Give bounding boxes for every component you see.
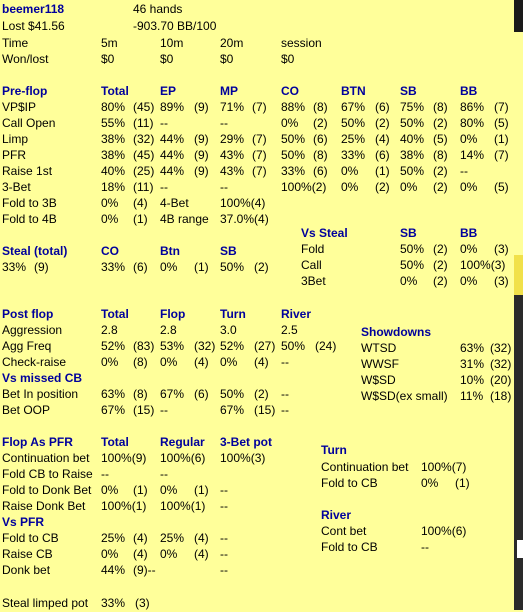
postflop-cell-count: (8) bbox=[133, 355, 148, 369]
steal-total-value: 33% bbox=[2, 260, 27, 274]
steal-sb-value: 50% bbox=[220, 260, 245, 274]
missed-cb-cell-value: 67% bbox=[101, 403, 126, 417]
vs-steal-sb-value: 0% bbox=[400, 274, 418, 288]
preflop-cell-value: 33% bbox=[341, 148, 366, 162]
postflop-cell-count: (27) bbox=[254, 339, 276, 353]
postflop-cell-count: (4) bbox=[194, 355, 209, 369]
preflop-cell-count: (8) bbox=[313, 100, 328, 114]
flop-pfr-cell: -- bbox=[220, 499, 228, 513]
steal-col-btn: Btn bbox=[160, 244, 180, 258]
flop-pfr-cell: 100%(1) bbox=[101, 499, 147, 513]
river-fold-cb-value: -- bbox=[421, 540, 429, 554]
vs-pfr-cell: (9)-- bbox=[133, 563, 156, 577]
missed-cb-cell-value: 67% bbox=[160, 387, 185, 401]
wonlost-20m: $0 bbox=[220, 52, 234, 66]
steal-limped-count: (3) bbox=[135, 596, 150, 610]
preflop-cell-value: 4B range bbox=[160, 212, 209, 226]
preflop-cell-count: (9) bbox=[194, 148, 209, 162]
postflop-row-label: Agg Freq bbox=[2, 339, 52, 353]
steal-limped-label: Steal limped pot bbox=[2, 596, 89, 610]
flop-pfr-cell: (1) bbox=[194, 483, 209, 497]
preflop-cell-value: 43% bbox=[220, 164, 245, 178]
preflop-cell-count: (1) bbox=[494, 132, 509, 146]
preflop-cell-value: 0% bbox=[341, 164, 359, 178]
preflop-cell-value: 0% bbox=[101, 212, 119, 226]
flop-pfr-cell: 0% bbox=[160, 483, 178, 497]
preflop-cell-count: (5) bbox=[433, 132, 448, 146]
preflop-row-label: Call Open bbox=[2, 116, 56, 130]
preflop-cell-count: (7) bbox=[252, 132, 267, 146]
preflop-cell-count: (45) bbox=[133, 100, 155, 114]
turn-fold-cb-label: Fold to CB bbox=[321, 476, 378, 490]
player-name[interactable]: beemer118 bbox=[2, 2, 65, 16]
showdown-count: (18) bbox=[490, 389, 512, 403]
preflop-row-label: Raise 1st bbox=[2, 164, 53, 178]
wonlost-session: $0 bbox=[281, 52, 295, 66]
wonlost-5m: $0 bbox=[101, 52, 115, 66]
vs-missed-cb-title: Vs missed CB bbox=[2, 371, 83, 385]
period-20m: 20m bbox=[220, 36, 244, 50]
flop-pfr-cell: (1) bbox=[133, 483, 148, 497]
background-window-strip-yellow bbox=[514, 255, 523, 295]
vs-pfr-title: Vs PFR bbox=[2, 515, 45, 529]
postflop-title: Post flop bbox=[2, 307, 54, 321]
vs-steal-bb-value: 100%(3) bbox=[460, 258, 506, 272]
preflop-col-mp: MP bbox=[220, 84, 238, 98]
vs-pfr-cell: -- bbox=[220, 531, 228, 545]
postflop-cell-count: (4) bbox=[254, 355, 269, 369]
hands-count: 46 hands bbox=[133, 2, 183, 16]
flop-pfr-col-total: Total bbox=[101, 435, 129, 449]
vs-pfr-cell: 25% bbox=[101, 531, 126, 545]
steal-total-count: (9) bbox=[34, 260, 49, 274]
river-title: River bbox=[321, 508, 352, 522]
postflop-col-river: River bbox=[281, 307, 312, 321]
vs-steal-title: Vs Steal bbox=[301, 226, 348, 240]
preflop-cell-value: 25% bbox=[341, 132, 366, 146]
vs-steal-sb-count: (2) bbox=[433, 242, 448, 256]
flop-pfr-cell: -- bbox=[101, 467, 109, 481]
showdown-value: 31% bbox=[460, 357, 485, 371]
postflop-cell-value: 2.8 bbox=[160, 323, 177, 337]
preflop-cell-value: 38% bbox=[101, 148, 126, 162]
vs-pfr-cell: 44% bbox=[101, 563, 126, 577]
postflop-row-label: Check-raise bbox=[2, 355, 67, 369]
turn-fold-cb-count: (1) bbox=[455, 476, 470, 490]
flop-pfr-row-label: Continuation bet bbox=[2, 451, 90, 465]
preflop-cell-count: (9) bbox=[194, 132, 209, 146]
missed-cb-cell-value: 67% bbox=[220, 403, 245, 417]
postflop-cell-value: 52% bbox=[101, 339, 126, 353]
postflop-cell-count: (24) bbox=[315, 339, 337, 353]
background-window-scroll bbox=[517, 540, 523, 558]
preflop-cell-value: 37.0%(4) bbox=[220, 212, 269, 226]
flop-pfr-cell: 0% bbox=[101, 483, 119, 497]
preflop-cell-value: 86% bbox=[460, 100, 485, 114]
vs-steal-bb-count: (3) bbox=[494, 242, 509, 256]
showdown-value: 10% bbox=[460, 373, 485, 387]
flop-pfr-cell: 100%(9) bbox=[101, 451, 147, 465]
showdown-count: (32) bbox=[490, 341, 512, 355]
preflop-cell-value: 0% bbox=[101, 196, 119, 210]
wonlost-label: Won/lost bbox=[2, 52, 49, 66]
steal-co-value: 33% bbox=[101, 260, 126, 274]
vs-steal-bb-value: 0% bbox=[460, 242, 478, 256]
showdown-value: 63% bbox=[460, 341, 485, 355]
preflop-row-label: Fold to 4B bbox=[2, 212, 57, 226]
postflop-cell-value: 52% bbox=[220, 339, 245, 353]
preflop-cell-value: 89% bbox=[160, 100, 185, 114]
postflop-cell-value: 0% bbox=[101, 355, 119, 369]
preflop-cell-value: 0% bbox=[460, 132, 478, 146]
river-cbet-value: 100%(6) bbox=[421, 524, 467, 538]
postflop-col-turn: Turn bbox=[220, 307, 246, 321]
preflop-cell-count: (2) bbox=[433, 180, 448, 194]
steal-co-count: (6) bbox=[133, 260, 148, 274]
preflop-cell-count: (2) bbox=[433, 164, 448, 178]
preflop-cell-count: (2) bbox=[375, 116, 390, 130]
flop-pfr-title: Flop As PFR bbox=[2, 435, 73, 449]
period-10m: 10m bbox=[160, 36, 184, 50]
preflop-cell-value: 55% bbox=[101, 116, 126, 130]
vs-steal-row-label: Fold bbox=[301, 242, 325, 256]
preflop-col-btn: BTN bbox=[341, 84, 366, 98]
preflop-cell-value: 18% bbox=[101, 180, 126, 194]
preflop-cell-count: (4) bbox=[375, 132, 390, 146]
preflop-row-label: 3-Bet bbox=[2, 180, 31, 194]
period-session: session bbox=[281, 36, 322, 50]
preflop-cell-count: (7) bbox=[252, 148, 267, 162]
preflop-col-co: CO bbox=[281, 84, 299, 98]
steal-sb-count: (2) bbox=[254, 260, 269, 274]
showdown-count: (32) bbox=[490, 357, 512, 371]
preflop-col-bb: BB bbox=[460, 84, 478, 98]
vs-steal-sb-count: (2) bbox=[433, 258, 448, 272]
preflop-cell-count: (1) bbox=[375, 164, 390, 178]
preflop-cell-count: (6) bbox=[313, 132, 328, 146]
preflop-cell-value: -- bbox=[220, 116, 228, 130]
preflop-cell-value: 44% bbox=[160, 148, 185, 162]
vs-pfr-cell: (4) bbox=[133, 547, 148, 561]
showdowns-title: Showdowns bbox=[361, 325, 431, 339]
preflop-cell-value: -- bbox=[160, 180, 168, 194]
preflop-cell-count: (8) bbox=[433, 148, 448, 162]
missed-cb-cell-value: 50% bbox=[220, 387, 245, 401]
flop-pfr-cell: 100%(3) bbox=[220, 451, 266, 465]
preflop-cell-value: -- bbox=[220, 180, 228, 194]
preflop-cell-value: 75% bbox=[400, 100, 425, 114]
preflop-cell-value: 38% bbox=[400, 148, 425, 162]
flop-pfr-col-3bet: 3-Bet pot bbox=[220, 435, 272, 449]
flop-pfr-cell: -- bbox=[220, 483, 228, 497]
preflop-cell-value: 80% bbox=[101, 100, 126, 114]
turn-cbet-value: 100%(7) bbox=[421, 460, 467, 474]
period-5m: 5m bbox=[101, 36, 118, 50]
preflop-cell-count: (6) bbox=[375, 100, 390, 114]
preflop-cell-count: (45) bbox=[133, 148, 155, 162]
wonlost-10m: $0 bbox=[160, 52, 174, 66]
showdown-row-label: W$SD(ex small) bbox=[361, 389, 448, 403]
flop-pfr-row-label: Fold CB to Raise bbox=[2, 467, 93, 481]
missed-cb-cell-value: -- bbox=[281, 403, 289, 417]
preflop-cell-count: (6) bbox=[375, 148, 390, 162]
preflop-cell-count: (1) bbox=[133, 212, 148, 226]
postflop-cell-count: (83) bbox=[133, 339, 155, 353]
preflop-cell-count: (7) bbox=[494, 100, 509, 114]
vs-pfr-cell: -- bbox=[220, 563, 228, 577]
preflop-cell-count: (6) bbox=[313, 164, 328, 178]
steal-limped-value: 33% bbox=[101, 596, 126, 610]
flop-pfr-cell: -- bbox=[160, 467, 168, 481]
preflop-cell-value: 71% bbox=[220, 100, 245, 114]
preflop-cell-value: 0% bbox=[460, 180, 478, 194]
preflop-cell-value: 33% bbox=[281, 164, 306, 178]
vs-steal-bb-value: 0% bbox=[460, 274, 478, 288]
postflop-cell-value: 0% bbox=[160, 355, 178, 369]
preflop-cell-value: 100%(4) bbox=[220, 196, 266, 210]
preflop-cell-count: (7) bbox=[494, 148, 509, 162]
missed-cb-cell-value: -- bbox=[281, 387, 289, 401]
postflop-cell-value: 50% bbox=[281, 339, 306, 353]
steal-btn-value: 0% bbox=[160, 260, 178, 274]
preflop-cell-count: (11) bbox=[133, 180, 154, 194]
preflop-cell-count: (2) bbox=[433, 116, 448, 130]
flop-pfr-cell: 100%(1) bbox=[160, 499, 206, 513]
flop-pfr-row-label: Raise Donk Bet bbox=[2, 499, 86, 513]
postflop-col-flop: Flop bbox=[160, 307, 186, 321]
preflop-cell-value: 40% bbox=[400, 132, 425, 146]
preflop-row-label: Limp bbox=[2, 132, 29, 146]
vs-steal-bb-count: (3) bbox=[494, 274, 509, 288]
preflop-cell-count: (7) bbox=[252, 100, 267, 114]
preflop-cell-value: 0% bbox=[400, 180, 418, 194]
showdown-row-label: WTSD bbox=[361, 341, 397, 355]
missed-cb-cell-count: (6) bbox=[194, 387, 209, 401]
river-cbet-label: Cont bet bbox=[321, 524, 367, 538]
postflop-cell-value: -- bbox=[281, 355, 289, 369]
vs-pfr-cell: 0% bbox=[101, 547, 119, 561]
flop-pfr-cell: 100%(6) bbox=[160, 451, 206, 465]
postflop-col-total: Total bbox=[101, 307, 129, 321]
vs-steal-row-label: Call bbox=[301, 258, 322, 272]
turn-fold-cb-value: 0% bbox=[421, 476, 439, 490]
preflop-cell-count: (5) bbox=[494, 116, 509, 130]
turn-title: Turn bbox=[321, 443, 347, 457]
time-label: Time bbox=[2, 36, 29, 50]
missed-cb-row-label: Bet In position bbox=[2, 387, 79, 401]
vs-pfr-cell: 0% bbox=[160, 547, 178, 561]
preflop-cell-value: 0% bbox=[341, 180, 359, 194]
postflop-cell-value: 2.8 bbox=[101, 323, 118, 337]
preflop-cell-value: 43% bbox=[220, 148, 245, 162]
missed-cb-cell-count: (15) bbox=[254, 403, 276, 417]
vs-steal-sb-value: 50% bbox=[400, 258, 425, 272]
showdown-row-label: WWSF bbox=[361, 357, 399, 371]
missed-cb-cell-value: -- bbox=[160, 403, 168, 417]
postflop-cell-value: 53% bbox=[160, 339, 185, 353]
preflop-col-sb: SB bbox=[400, 84, 417, 98]
preflop-cell-count: (5) bbox=[494, 180, 509, 194]
preflop-cell-value: 4-Bet bbox=[160, 196, 189, 210]
preflop-col-ep: EP bbox=[160, 84, 177, 98]
steal-col-co: CO bbox=[101, 244, 119, 258]
preflop-row-label: PFR bbox=[2, 148, 26, 162]
vs-pfr-row-label: Fold to CB bbox=[2, 531, 59, 545]
preflop-cell-value: 50% bbox=[341, 116, 366, 130]
flop-pfr-col-regular: Regular bbox=[160, 435, 205, 449]
postflop-row-label: Aggression bbox=[2, 323, 63, 337]
postflop-cell-value: 0% bbox=[220, 355, 238, 369]
vs-pfr-cell: -- bbox=[220, 547, 228, 561]
vs-pfr-cell: (4) bbox=[194, 547, 209, 561]
preflop-cell-value: 29% bbox=[220, 132, 245, 146]
preflop-cell-value: 88% bbox=[281, 100, 306, 114]
preflop-cell-count: (2) bbox=[313, 116, 328, 130]
preflop-cell-value: 50% bbox=[281, 148, 306, 162]
flop-pfr-row-label: Fold to Donk Bet bbox=[2, 483, 92, 497]
preflop-cell-count: (9) bbox=[194, 100, 209, 114]
preflop-cell-value: -- bbox=[460, 164, 468, 178]
preflop-cell-value: 100%(2) bbox=[281, 180, 327, 194]
missed-cb-cell-count: (15) bbox=[133, 403, 155, 417]
steal-title: Steal (total) bbox=[2, 244, 68, 258]
showdown-row-label: W$SD bbox=[361, 373, 396, 387]
steal-col-sb: SB bbox=[220, 244, 237, 258]
preflop-cell-value: 40% bbox=[101, 164, 126, 178]
postflop-cell-value: 3.0 bbox=[220, 323, 237, 337]
preflop-cell-count: (9) bbox=[194, 164, 209, 178]
preflop-cell-value: 14% bbox=[460, 148, 485, 162]
postflop-cell-value: 2.5 bbox=[281, 323, 298, 337]
preflop-cell-count: (8) bbox=[433, 100, 448, 114]
background-window-strip bbox=[514, 0, 523, 32]
preflop-cell-value: 0% bbox=[281, 116, 299, 130]
preflop-cell-count: (11) bbox=[133, 116, 154, 130]
missed-cb-cell-count: (2) bbox=[254, 387, 269, 401]
river-fold-cb-label: Fold to CB bbox=[321, 540, 378, 554]
vs-pfr-cell: (4) bbox=[194, 531, 209, 545]
vs-steal-row-label: 3Bet bbox=[301, 274, 326, 288]
preflop-row-label: VP$IP bbox=[2, 100, 37, 114]
preflop-cell-count: (32) bbox=[133, 132, 155, 146]
preflop-cell-value: 44% bbox=[160, 132, 185, 146]
postflop-cell-count: (32) bbox=[194, 339, 216, 353]
vs-pfr-cell: 25% bbox=[160, 531, 185, 545]
preflop-cell-value: 44% bbox=[160, 164, 185, 178]
preflop-col-total: Total bbox=[101, 84, 129, 98]
preflop-cell-count: (25) bbox=[133, 164, 155, 178]
vs-steal-col-bb: BB bbox=[460, 226, 478, 240]
preflop-cell-value: 50% bbox=[400, 116, 425, 130]
preflop-cell-value: 50% bbox=[400, 164, 425, 178]
vs-steal-col-sb: SB bbox=[400, 226, 417, 240]
turn-cbet-label: Continuation bet bbox=[321, 460, 409, 474]
vs-pfr-cell: (4) bbox=[133, 531, 148, 545]
showdown-value: 11% bbox=[460, 389, 484, 403]
bb-rate: -903.70 BB/100 bbox=[133, 19, 217, 33]
preflop-cell-value: 80% bbox=[460, 116, 485, 130]
steal-btn-count: (1) bbox=[194, 260, 209, 274]
preflop-cell-count: (4) bbox=[133, 196, 148, 210]
preflop-cell-count: (7) bbox=[252, 164, 267, 178]
vs-pfr-row-label: Raise CB bbox=[2, 547, 53, 561]
preflop-cell-value: 50% bbox=[281, 132, 306, 146]
vs-steal-sb-value: 50% bbox=[400, 242, 425, 256]
vs-steal-sb-count: (2) bbox=[433, 274, 448, 288]
preflop-row-label: Fold to 3B bbox=[2, 196, 57, 210]
background-window-strip-dark bbox=[514, 295, 523, 610]
preflop-cell-value: 67% bbox=[341, 100, 366, 114]
showdown-count: (20) bbox=[490, 373, 512, 387]
preflop-cell-value: -- bbox=[160, 116, 168, 130]
lost-amount: Lost $41.56 bbox=[2, 19, 65, 33]
vs-pfr-row-label: Donk bet bbox=[2, 563, 51, 577]
preflop-cell-count: (2) bbox=[375, 180, 390, 194]
preflop-cell-count: (8) bbox=[313, 148, 328, 162]
missed-cb-cell-value: 63% bbox=[101, 387, 126, 401]
missed-cb-row-label: Bet OOP bbox=[2, 403, 51, 417]
missed-cb-cell-count: (8) bbox=[133, 387, 148, 401]
preflop-title: Pre-flop bbox=[2, 84, 48, 98]
preflop-cell-value: 38% bbox=[101, 132, 126, 146]
